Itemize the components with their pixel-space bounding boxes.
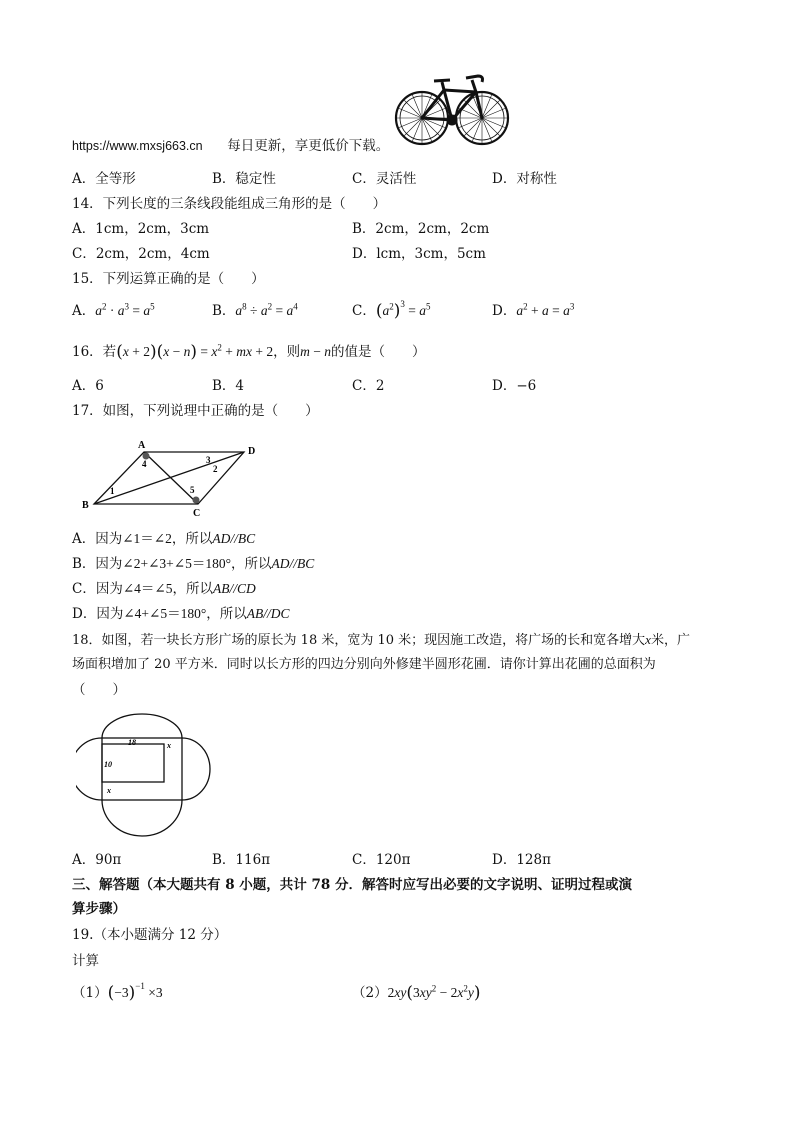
q15-option-a: A．$a^2 \cdot a^3 = a^5$	[72, 301, 155, 319]
q18-option-d: D．128π	[492, 852, 551, 868]
q19-title: 19.（本小题满分 12 分）	[72, 927, 228, 943]
q17-option-d: D．因为∠4+∠5＝180°，所以AB//DC	[72, 606, 290, 622]
angle-4-label: 4	[142, 459, 147, 469]
q13-option-b: B．稳定性	[212, 171, 276, 187]
point-c-label: C	[193, 508, 201, 519]
q14-option-a: A．1cm，2cm，3cm	[72, 221, 210, 237]
q14-stem: 14．下列长度的三条线段能组成三角形的是（ ）	[72, 196, 387, 212]
garden-figure	[76, 712, 212, 840]
width-label: 10	[104, 760, 112, 769]
update-notice: 每日更新，享更低价下载。	[227, 138, 390, 154]
angle-1-label: 1	[110, 486, 115, 496]
q19-part-2: $(2)2xy(3xy^2 - 2x^2y)$	[352, 983, 481, 1003]
point-b-label: B	[82, 500, 89, 511]
q14-option-b: B．2cm，2cm，2cm	[352, 221, 490, 237]
point-d-label: D	[248, 446, 256, 457]
q19-part-1: $(1)(-3)^{-1} \times 3$	[72, 981, 163, 1003]
point-a-label: A	[138, 440, 146, 451]
q18-line-3: （ ）	[72, 682, 126, 698]
angle-5-label: 5	[190, 485, 195, 495]
q15-option-b: B．$a^8 \div a^2 = a^4$	[212, 301, 298, 319]
q16-option-c: C．2	[352, 378, 385, 394]
x-top-label: x	[167, 741, 171, 750]
q15-stem: 15．下列运算正确的是（ ）	[72, 271, 265, 287]
q18-option-a: A．90π	[72, 852, 122, 868]
q18-line-2: 场面积增加了 20 平方米．同时以长方形的四边分别向外修建半圆形花圃．请你计算出花圃的总面积为	[72, 657, 656, 672]
q16-option-d: D．−6	[492, 378, 537, 394]
q16-stem: 16．若$(x + 2)(x - n) = x^2$ + mx + 2，则m − n的值是（ ）	[72, 342, 426, 362]
x-left-label: x	[107, 786, 111, 795]
q19-instruction: 计算	[72, 953, 99, 969]
length-label: 18	[128, 738, 136, 747]
q18-line-1: 18．如图，若一块长方形广场的原长为 18 米，宽为 10 米；现因施工改造，将广场的长和宽各增大x米，广	[72, 632, 690, 648]
header-line	[72, 137, 389, 155]
q13-option-d: D．对称性	[492, 171, 557, 187]
angle-3-label: 3	[206, 455, 211, 465]
q16-option-b: B．4	[212, 378, 245, 394]
parallelogram-figure	[78, 436, 268, 520]
q17-stem: 17．如图，下列说理中正确的是（ ）	[72, 403, 319, 419]
source-url[interactable]: https://www.mxsj663.cn	[72, 139, 203, 153]
q17-option-b: B．因为∠2+∠3+∠5＝180°，所以AD//BC	[72, 556, 315, 572]
q17-option-a: A．因为∠1＝∠2，所以AD//BC	[72, 531, 256, 547]
q15-option-c: C．$(a^2)^3 = a^5$	[352, 299, 431, 321]
section-3-heading-line-2: 算步骤）	[72, 901, 126, 917]
section-3-heading-line-1: 三、解答题（本大题共有 8 小题，共计 78 分．解答时应写出必要的文字说明、证明过程或演	[72, 877, 632, 893]
q14-option-d: D．lcm，3cm，5cm	[352, 246, 486, 262]
q18-option-c: C．120π	[352, 852, 411, 868]
q16-option-a: A．6	[72, 378, 104, 394]
q14-option-c: C．2cm，2cm，4cm	[72, 246, 210, 262]
q13-option-a: A．全等形	[72, 171, 136, 187]
q13-option-c: C．灵活性	[352, 171, 417, 187]
angle-2-label: 2	[213, 464, 218, 474]
bicycle-illustration	[392, 70, 514, 146]
q17-option-c: C．因为∠4＝∠5，所以AB//CD	[72, 581, 256, 597]
q18-option-b: B．116π	[212, 852, 271, 868]
q15-option-d: D．$a^2 + a = a^3$	[492, 301, 575, 319]
